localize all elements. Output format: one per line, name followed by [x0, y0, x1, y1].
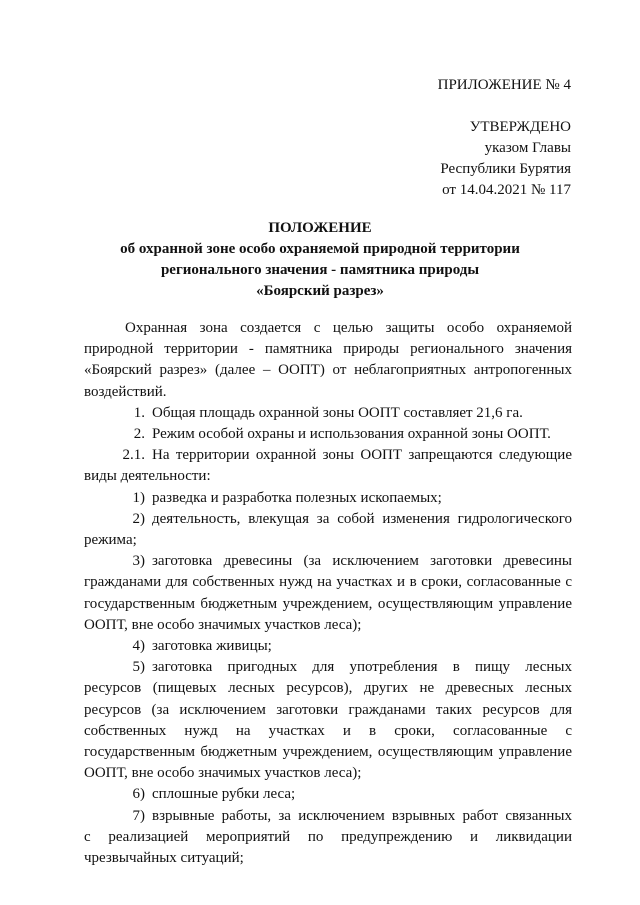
clause-text: Режим особой охраны и использования охранной зоны ООПТ.: [152, 426, 551, 443]
list-item-number: 2): [132, 510, 145, 527]
list-item-text: разведка и разработка полезных ископаемых;: [152, 489, 442, 506]
approved-republic: Республики Бурятия: [440, 161, 571, 177]
document-title: ПОЛОЖЕНИЕ: [268, 220, 372, 236]
approved-label: УТВЕРЖДЕНО: [469, 119, 571, 135]
list-item: [84, 488, 572, 509]
list-item-text: взрывные работы, за исключением взрывных работ связанных: [152, 807, 572, 824]
list-item: [84, 806, 572, 870]
list-item-number: 6): [132, 786, 145, 803]
intro-line: природной территории - памятника природы регионального значения: [84, 341, 572, 358]
list-item-number: 1): [132, 489, 145, 506]
list-item-number: 4): [132, 638, 145, 655]
document-body: [84, 318, 572, 869]
clause-number: 2.1.: [122, 447, 145, 464]
intro-line: «Боярский разрез» (далее – ООПТ) от неблагоприятных антропогенных: [84, 362, 572, 379]
intro-paragraph: [84, 318, 572, 403]
list-item: [84, 657, 572, 784]
document-subtitle-line-3: «Боярский разрез»: [256, 283, 384, 299]
list-item-text: сплошные рубки леса;: [152, 786, 296, 803]
list-item-text: государственным бюджетным учреждением, осуществляющим управление: [84, 744, 572, 761]
list-item-text: заготовка живицы;: [152, 638, 272, 655]
appendix-label: ПРИЛОЖЕНИЕ № 4: [437, 77, 571, 93]
list-item: [84, 784, 572, 805]
list-item-text: собственных нужд на участках и в сроки, согласованные с: [84, 722, 572, 739]
list-item-text: чрезвычайных ситуаций;: [84, 850, 244, 867]
list-item-number: 7): [132, 807, 145, 824]
list-item-text: деятельность, влекущая за собой изменения гидрологического: [152, 510, 572, 527]
clause-1: [84, 403, 572, 424]
intro-line: воздействий.: [84, 383, 167, 400]
list-item: [84, 636, 572, 657]
clause-number: 1.: [133, 404, 145, 421]
list-item-text: ресурсов (пищевых лесных ресурсов), других не древесных лесных: [84, 680, 572, 697]
list-item: [84, 509, 572, 551]
list-item: [84, 551, 572, 636]
clause-2-1: [84, 445, 572, 487]
clause-text: Общая площадь охранной зоны ООПТ составляет 21,6 га.: [152, 404, 523, 421]
list-item-text: гражданами для собственных нужд на участках и в сроки, согласованные с: [84, 574, 572, 591]
clause-text: На территории охранной зоны ООПТ запрещаются следующие: [152, 447, 572, 464]
intro-line: Охранная зона создается с целью защиты особо охраняемой: [125, 320, 572, 336]
list-item-text: заготовка пригодных для употребления в пищу лесных: [152, 659, 572, 676]
clause-2: [84, 424, 572, 445]
list-item-number: 5): [132, 659, 145, 676]
list-item-text: ООПТ, вне особо значимых участков леса);: [84, 616, 362, 633]
document-subtitle-line-2: регионального значения - памятника природы: [160, 262, 480, 278]
list-item-text: ООПТ, вне особо значимых участков леса);: [84, 765, 362, 782]
approved-by: указом Главы: [484, 140, 571, 156]
list-item-text: заготовка древесины (за исключением заготовки древесины: [152, 553, 572, 570]
list-item-text: ресурсов (за исключением заготовки гражданами таких ресурсов для: [84, 701, 572, 718]
list-item-text: режима;: [84, 532, 137, 549]
list-item-number: 3): [132, 553, 145, 570]
clause-number: 2.: [133, 426, 145, 443]
clause-text: виды деятельности:: [84, 468, 211, 485]
approved-date-number: от 14.04.2021 № 117: [442, 182, 571, 198]
document-subtitle-line-1: об охранной зоне особо охраняемой природной территории: [120, 241, 520, 257]
list-item-text: с реализацией мероприятий по предупреждению и ликвидации: [84, 828, 572, 845]
list-item-text: государственным бюджетным учреждением, осуществляющим управление: [84, 595, 572, 612]
